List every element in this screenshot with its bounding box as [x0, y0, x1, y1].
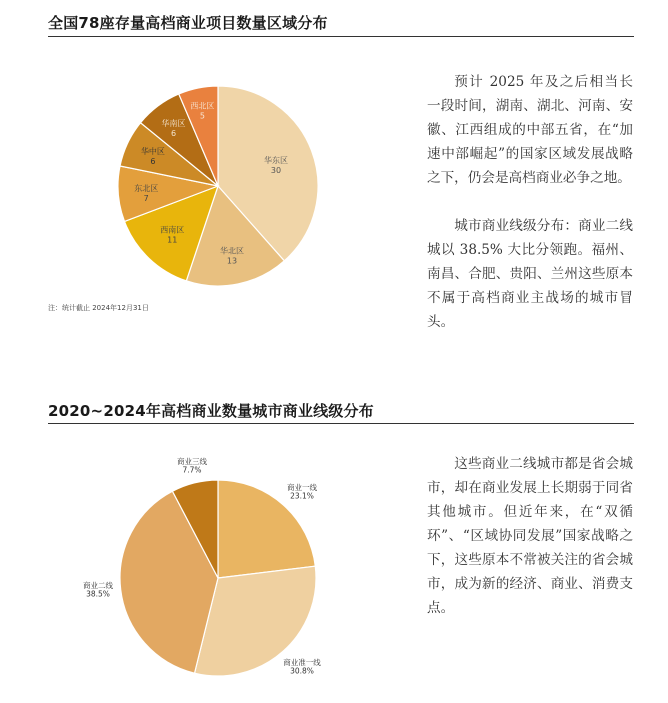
- region-label-0: 华东区: [263, 156, 288, 166]
- section2-paragraph-1: 这些商业二线城市都是省会城市，却在商业发展上长期弱于同省其他城市。但近年来，在“双循环”、“区域协同发展”国家战略之下，这些原本不常被关注的省会城市，成为新的经济、商业、消费支点。: [427, 456, 633, 616]
- region-label-5: 华南区: [161, 118, 186, 128]
- region-label-1: 华北区: [220, 246, 245, 256]
- section1-paragraph-1: 预计 2025 年及之后相当长一段时间，湖南、湖北、河南、安徽、江西组成的中部五省，在“加速中部崛起”的国家区域发展战略之下，仍会是高档商业必争之地。: [427, 74, 633, 186]
- tier-label-1: 商业准一线: [283, 658, 321, 667]
- region-value-3: 7: [143, 193, 149, 203]
- region-label-3: 东北区: [134, 183, 159, 193]
- tier-label-2: 商业二线: [83, 581, 113, 590]
- section2-title: 2020~2024年高档商业数量城市商业线级分布: [48, 402, 374, 420]
- section1-paragraph-2: 城市商业线级分布：商业二线城以 38.5% 大比分领跑。福州、南昌、合肥、贵阳、兰州这些原本不属于高档商业主战场的城市冒头。: [427, 218, 633, 330]
- region-value-2: 11: [167, 235, 178, 245]
- region-value-1: 13: [226, 256, 238, 266]
- chart-note: 注：统计截止 2024年12月31日: [48, 304, 149, 312]
- tier-label-3: 商业三线: [177, 457, 207, 466]
- city-tier-pie-chart: [60, 450, 360, 703]
- tier-label-0: 商业一线: [287, 483, 317, 492]
- region-label-4: 华中区: [140, 147, 165, 157]
- region-value-6: 5: [199, 111, 205, 121]
- region-value-5: 6: [170, 128, 177, 138]
- region-pie-chart: [100, 70, 340, 300]
- section2-divider: [48, 423, 634, 424]
- region-label-2: 西南区: [160, 225, 185, 235]
- tier-value-1: 30.8%: [290, 666, 314, 676]
- section1-title: 全国78座存量高档商业项目数量区域分布: [48, 14, 328, 32]
- tier-value-2: 38.5%: [86, 589, 110, 599]
- region-value-4: 6: [150, 157, 156, 167]
- region-value-0: 30: [270, 166, 282, 176]
- region-label-6: 西北区: [190, 101, 215, 111]
- tier-value-0: 23.1%: [290, 491, 314, 501]
- section1-divider: [48, 36, 634, 37]
- tier-value-3: 7.7%: [182, 465, 202, 475]
